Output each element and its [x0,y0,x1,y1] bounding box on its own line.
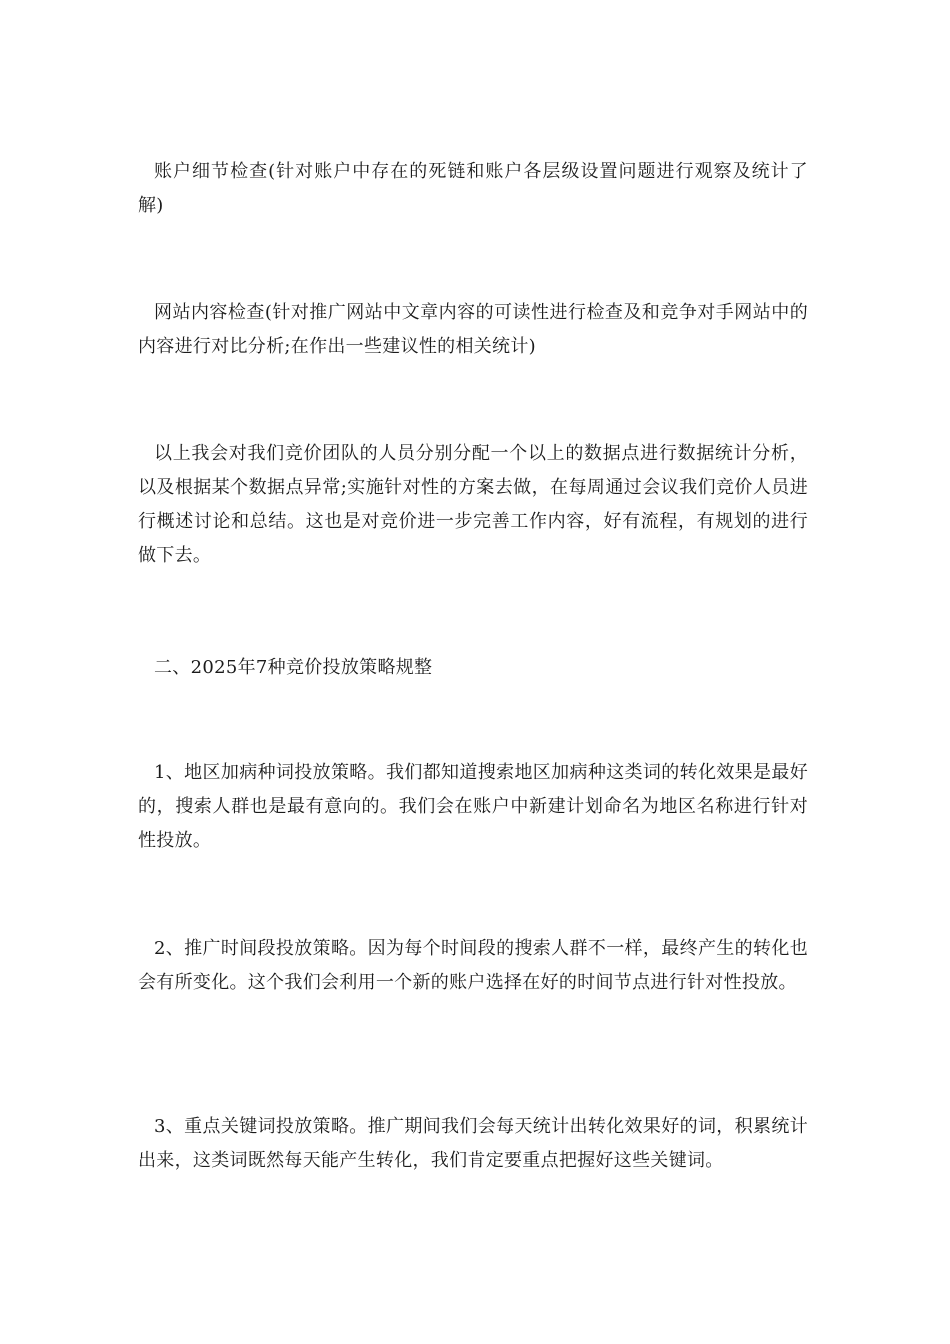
paragraph-account-detail-check: 账户细节检查(针对账户中存在的死链和账户各层级设置问题进行观察及统计了解) [138,161,808,216]
paragraph-team-analysis-summary: 以上我会对我们竞价团队的人员分别分配一个以上的数据点进行数据统计分析，以及根据某个数据点异常;实施针对性的方案去做，在每周通过会议我们竞价人员进行概述讨论和总结。这也是对竞价进一步完善工作内容，好有流程，有规划的进行做下去。 [138,443,808,566]
paragraph-strategy-region-disease: 1、地区加病种词投放策略。我们都知道搜索地区加病种这类词的转化效果是最好的，搜索人群也是最有意向的。我们会在账户中新建计划命名为地区名称进行针对性投放。 [138,762,808,851]
paragraph-strategy-key-keywords: 3、重点关键词投放策略。推广期间我们会每天统计出转化效果好的词，积累统计出来，这类词既然每天能产生转化，我们肯定要重点把握好这些关键词。 [138,1116,808,1171]
section-heading-strategies: 二、2025年7种竞价投放策略规整 [154,657,433,678]
paragraph-website-content-check: 网站内容检查(针对推广网站中文章内容的可读性进行检查及和竞争对手网站中的内容进行对比分析;在作出一些建议性的相关统计) [138,302,808,357]
paragraph-strategy-time-period: 2、推广时间段投放策略。因为每个时间段的搜索人群不一样，最终产生的转化也会有所变化。这个我们会利用一个新的账户选择在好的时间节点进行针对性投放。 [138,938,808,993]
